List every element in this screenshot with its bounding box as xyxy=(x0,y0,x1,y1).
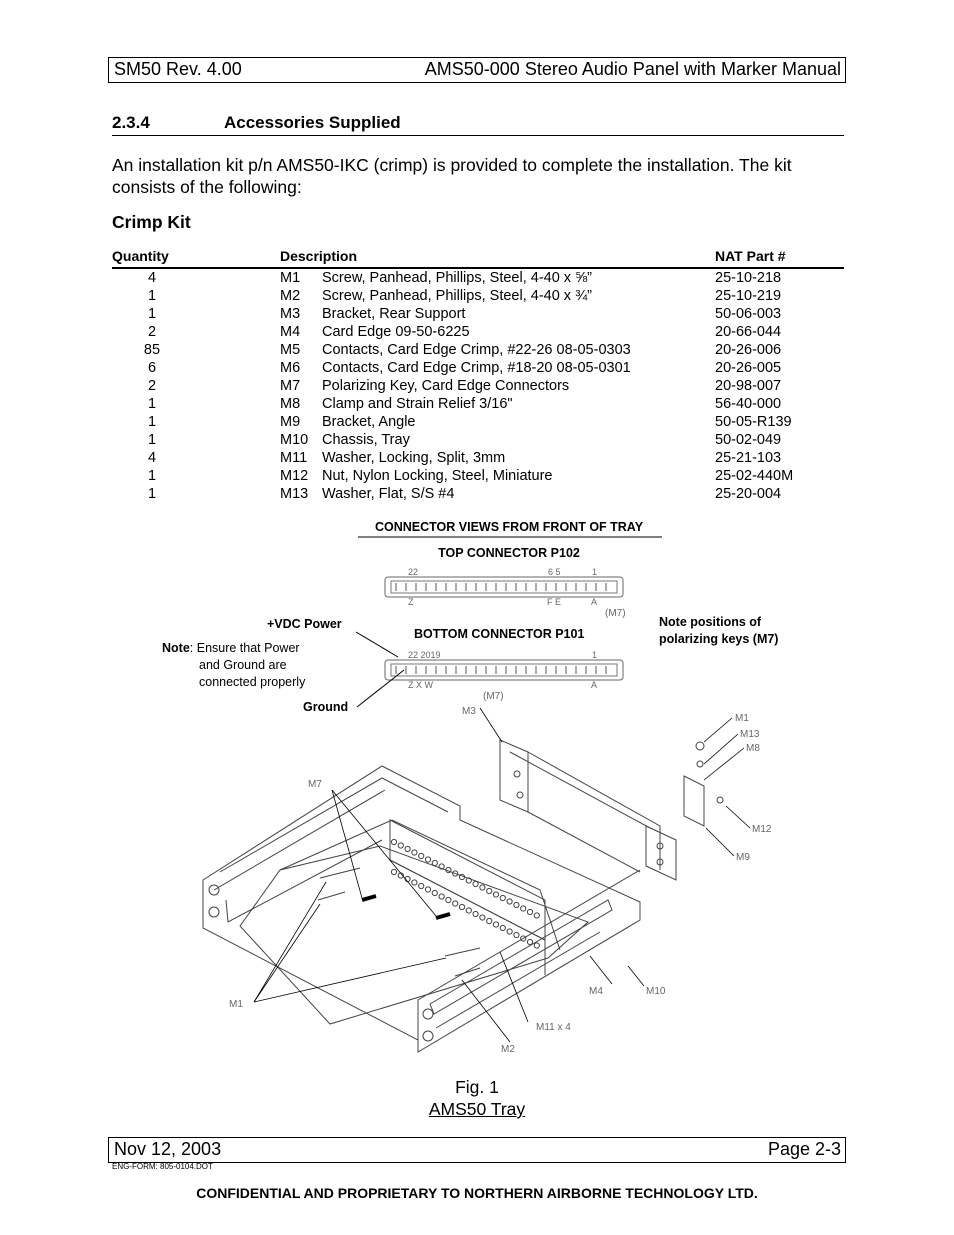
row-description: Bracket, Angle xyxy=(322,414,416,430)
row-item: M5 xyxy=(280,342,301,358)
note-positions-line2: polarizing keys (M7) xyxy=(659,632,779,646)
row-qty: 4 xyxy=(147,450,157,466)
card-edge-contact xyxy=(527,909,532,914)
row-qty: 1 xyxy=(147,414,157,430)
top-pin-1: 1 xyxy=(592,567,598,577)
row-description: Card Edge 09-50-6225 xyxy=(322,324,470,340)
row-part: 20-26-005 xyxy=(715,360,782,376)
col-quantity: Quantity xyxy=(112,248,169,264)
card-edge-contact xyxy=(487,918,492,923)
row-description: Contacts, Card Edge Crimp, #18-20 08-05-0301 xyxy=(322,360,631,376)
bottom-pin-zxw: Z X W xyxy=(408,680,433,690)
row-part: 25-10-219 xyxy=(715,288,782,304)
row-item: M8 xyxy=(280,396,301,412)
card-edge-contact xyxy=(419,853,424,858)
card-edge-contact xyxy=(534,943,539,948)
row-item: M11 xyxy=(280,450,308,466)
card-edge-contact xyxy=(493,922,498,927)
row-qty: 1 xyxy=(147,432,157,448)
figure-caption-title: AMS50 Tray xyxy=(428,1099,526,1119)
card-edge-contact xyxy=(473,881,478,886)
card-edge-contact xyxy=(398,843,403,848)
card-edge-contact xyxy=(480,915,485,920)
row-qty: 85 xyxy=(143,342,161,358)
svg-text:M13: M13 xyxy=(740,729,760,740)
row-qty: 1 xyxy=(147,468,157,484)
row-qty: 1 xyxy=(147,396,157,412)
row-description: Clamp and Strain Relief 3/16" xyxy=(322,396,513,412)
col-description: Description xyxy=(280,248,358,264)
row-part: 25-20-004 xyxy=(715,486,782,502)
bottom-pin-22: 22 2019 xyxy=(408,650,441,660)
row-item: M13 xyxy=(280,486,309,502)
header-doc-rev: SM50 Rev. 4.00 xyxy=(114,59,242,79)
row-item: M7 xyxy=(280,378,301,394)
card-edge-contact xyxy=(514,932,519,937)
row-description: Contacts, Card Edge Crimp, #22-26 08-05-0303 xyxy=(322,342,631,358)
ground-leader xyxy=(357,670,404,707)
bottom-connector-label: BOTTOM CONNECTOR P101 xyxy=(414,627,585,641)
card-edge-contact xyxy=(507,929,512,934)
row-description: Screw, Panhead, Phillips, Steel, 4-40 x ¾” xyxy=(322,288,593,304)
card-edge-contact xyxy=(425,887,430,892)
footer-date: Nov 12, 2003 xyxy=(114,1139,222,1159)
svg-text:M3: M3 xyxy=(462,706,476,717)
bottom-pin-a: A xyxy=(591,680,598,690)
row-part: 25-21-103 xyxy=(715,450,782,466)
card-edge-contact xyxy=(507,899,512,904)
section-number: 2.3.4 xyxy=(112,113,150,132)
row-qty: 6 xyxy=(147,360,157,376)
connector-views-title: CONNECTOR VIEWS FROM FRONT OF TRAY xyxy=(374,520,644,534)
card-edge-contact xyxy=(459,904,464,909)
polarizing-key-1 xyxy=(362,896,376,900)
row-qty: 1 xyxy=(147,306,157,322)
confidential-notice: CONFIDENTIAL AND PROPRIETARY TO NORTHERN AIRBORNE TECHNOLOGY LTD. xyxy=(196,1185,758,1201)
row-part: 25-02-440M xyxy=(715,468,794,484)
row-item: M6 xyxy=(280,360,301,376)
card-edge-contact xyxy=(391,839,396,844)
svg-text:M9: M9 xyxy=(736,852,750,863)
svg-text:M8: M8 xyxy=(746,743,760,754)
footer-page-number: Page 2-3 xyxy=(767,1139,841,1159)
row-part: 25-10-218 xyxy=(715,270,782,286)
card-edge-contact xyxy=(412,850,417,855)
top-pin-65: 6 5 xyxy=(548,567,561,577)
page-footer xyxy=(108,1137,846,1163)
card-edge-contact xyxy=(521,906,526,911)
card-edge-contact xyxy=(480,885,485,890)
svg-text:M1: M1 xyxy=(735,713,749,724)
svg-text:M4: M4 xyxy=(589,986,603,997)
row-part: 50-06-003 xyxy=(715,306,782,322)
row-description: Washer, Locking, Split, 3mm xyxy=(322,450,506,466)
row-item: M4 xyxy=(280,324,301,340)
row-description: Chassis, Tray xyxy=(322,432,410,448)
row-item: M9 xyxy=(280,414,301,430)
vdc-power-label: +VDC Power xyxy=(267,617,342,631)
row-part: 20-66-044 xyxy=(715,324,782,340)
power-note-line2: and Ground are xyxy=(199,658,287,672)
card-edge-contact xyxy=(500,895,505,900)
row-description: Bracket, Rear Support xyxy=(322,306,466,322)
bottom-connector-p101 xyxy=(385,650,623,702)
top-m7-tag: (M7) xyxy=(605,608,626,619)
svg-text:M12: M12 xyxy=(752,824,772,835)
top-connector-p102 xyxy=(385,567,626,619)
card-edge-contact xyxy=(466,908,471,913)
bottom-m7-tag: (M7) xyxy=(483,691,504,702)
row-item: M1 xyxy=(280,270,301,286)
row-qty: 1 xyxy=(147,288,157,304)
top-pin-a: A xyxy=(591,597,598,607)
note-positions-line1: Note positions of xyxy=(659,615,762,629)
card-edge-contact xyxy=(446,897,451,902)
card-edge-contact xyxy=(419,883,424,888)
card-edge-contact xyxy=(412,880,417,885)
card-edge-contact xyxy=(487,888,492,893)
svg-text:M2: M2 xyxy=(501,1044,515,1055)
card-edge-contact xyxy=(432,860,437,865)
top-pin-z: Z xyxy=(408,597,414,607)
row-item: M2 xyxy=(280,288,301,304)
power-note: Note: Ensure that Power xyxy=(162,641,300,655)
card-edge-contact xyxy=(500,925,505,930)
row-qty: 2 xyxy=(147,324,157,340)
intro-paragraph: An installation kit p/n AMS50-IKC (crimp) is provided to complete the installation. The kit consists of the following: xyxy=(112,155,792,197)
row-part: 56-40-000 xyxy=(715,396,782,412)
card-edge-contact xyxy=(425,857,430,862)
kit-title: Crimp Kit xyxy=(112,212,191,232)
section-title: Accessories Supplied xyxy=(224,113,401,132)
row-description: Washer, Flat, S/S #4 xyxy=(322,486,455,502)
row-description: Screw, Panhead, Phillips, Steel, 4-40 x ⅝” xyxy=(322,270,593,286)
row-qty: 1 xyxy=(147,486,157,502)
row-item: M10 xyxy=(280,432,309,448)
svg-text:M1: M1 xyxy=(229,999,243,1010)
row-part: 50-02-049 xyxy=(715,432,782,448)
top-pin-fe: F E xyxy=(547,597,562,607)
power-note-line3: connected properly xyxy=(199,675,306,689)
top-pin-22: 22 xyxy=(408,567,419,577)
svg-text:M11 x 4: M11 x 4 xyxy=(536,1022,571,1033)
svg-text:M7: M7 xyxy=(308,779,322,790)
tray-drawing xyxy=(203,740,723,1052)
card-edge-contact xyxy=(473,911,478,916)
row-description: Nut, Nylon Locking, Steel, Miniature xyxy=(322,468,553,484)
card-edge-contact xyxy=(391,869,396,874)
card-edge-contact xyxy=(439,894,444,899)
card-edge-contact xyxy=(432,890,437,895)
row-item: M3 xyxy=(280,306,301,322)
polarizing-key-2 xyxy=(436,914,450,918)
card-edge-contact xyxy=(534,913,539,918)
card-edge-contact xyxy=(527,939,532,944)
card-edge-contact xyxy=(453,901,458,906)
header-doc-title: AMS50-000 Stereo Audio Panel with Marker Manual xyxy=(424,59,841,79)
row-part: 20-98-007 xyxy=(715,378,782,394)
row-part: 50-05-R139 xyxy=(715,414,792,430)
top-connector-label: TOP CONNECTOR P102 xyxy=(438,546,580,560)
card-edge-contact xyxy=(405,846,410,851)
form-id: ENG-FORM: 805-0104.DOT xyxy=(112,1162,213,1171)
row-qty: 2 xyxy=(147,378,157,394)
row-description: Polarizing Key, Card Edge Connectors xyxy=(322,378,570,394)
row-part: 20-26-006 xyxy=(715,342,782,358)
figure-caption-number: Fig. 1 xyxy=(455,1077,499,1097)
vdc-leader xyxy=(356,632,398,657)
row-qty: 4 xyxy=(147,270,157,286)
card-edge-contact xyxy=(493,892,498,897)
ground-label: Ground xyxy=(303,700,349,714)
bottom-pin-1: 1 xyxy=(592,650,598,660)
row-item: M12 xyxy=(280,468,309,484)
svg-text:M10: M10 xyxy=(646,986,666,997)
card-edge-contact xyxy=(514,902,519,907)
col-part: NAT Part # xyxy=(715,248,786,264)
